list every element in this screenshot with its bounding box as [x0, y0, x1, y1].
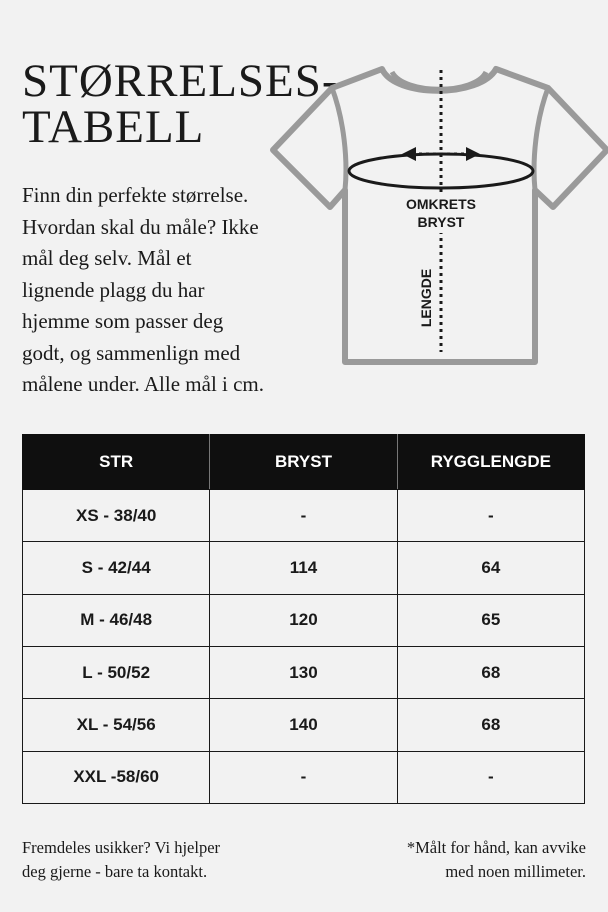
chest-cell: 140 [210, 699, 397, 751]
table-row [23, 699, 585, 751]
size-cell: XS - 38/40 [23, 490, 210, 542]
page-title [22, 55, 339, 153]
chest-label-1: OMKRETS [406, 196, 476, 212]
table-header-row [23, 435, 585, 490]
chest-cell: 130 [210, 646, 397, 698]
length-cell: 65 [397, 594, 584, 646]
table-row [23, 542, 585, 594]
column-header-back-length: RYGGLENGDE [397, 435, 584, 490]
chest-cell: - [210, 490, 397, 542]
help-note-line: Fremdeles usikker? Vi hjelper [22, 838, 221, 857]
t-shirt-icon [270, 62, 608, 372]
size-cell: S - 42/44 [23, 542, 210, 594]
intro-line: godt, og sammenlign med [22, 340, 241, 365]
length-cell: 68 [397, 646, 584, 698]
size-cell: XL - 54/56 [23, 699, 210, 751]
chest-label-2: BRYST [417, 214, 465, 230]
intro-line: målene under. Alle mål i cm. [22, 372, 265, 396]
sleeve-seam-left [332, 88, 346, 190]
size-table [22, 434, 585, 804]
size-cell: L - 50/52 [23, 646, 210, 698]
table-row [23, 594, 585, 646]
table-row [23, 751, 585, 803]
intro-line: Hvordan skal du måle? Ikke [22, 214, 259, 239]
table-row [23, 646, 585, 698]
arrow-right-icon [466, 147, 480, 161]
title-line-2: TABELL [22, 101, 205, 153]
help-note-line: deg gjerne - bare ta kontakt. [22, 862, 208, 881]
column-header-size: STR [23, 435, 210, 490]
arrow-left-icon [402, 147, 416, 161]
column-header-chest: BRYST [210, 435, 397, 490]
length-cell: - [397, 490, 584, 542]
help-note [22, 836, 220, 884]
disclaimer-line: *Målt for hånd, kan avvike [406, 838, 586, 857]
intro-line: lignende plagg du har [22, 277, 205, 302]
measurement-disclaimer [407, 836, 586, 884]
disclaimer-line: med noen millimeter. [445, 862, 586, 881]
size-cell: XXL -58/60 [23, 751, 210, 803]
chest-cell: - [210, 751, 397, 803]
length-cell: 68 [397, 699, 584, 751]
chest-cell: 120 [210, 594, 397, 646]
size-cell: M - 46/48 [23, 594, 210, 646]
intro-line: Finn din perfekte størrelse. [22, 183, 249, 207]
length-cell: 64 [397, 542, 584, 594]
sleeve-seam-right [534, 88, 548, 190]
intro-line: mål deg selv. Mål et [22, 246, 192, 270]
table-row [23, 490, 585, 542]
intro-line: hjemme som passer deg [22, 309, 224, 333]
length-cell: - [397, 751, 584, 803]
chest-cell: 114 [210, 542, 397, 594]
title-line-1: STØRRELSES- [22, 55, 339, 107]
length-label: LENGDE [418, 268, 434, 328]
